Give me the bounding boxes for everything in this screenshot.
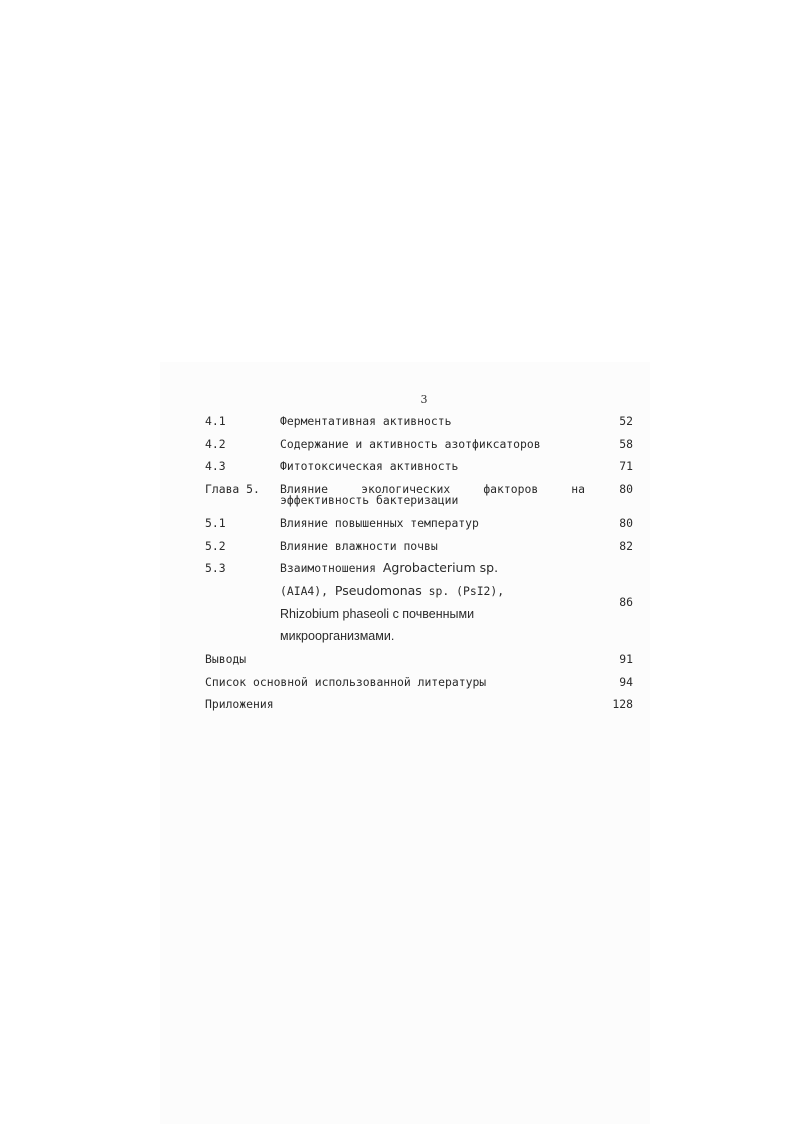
toc-entry-page: 58 [619, 436, 633, 451]
toc-entry-title: Влияние влажности почвы [280, 538, 438, 553]
toc-entry-4-2 [205, 433, 633, 456]
toc-entry-number: Глава 5. [205, 482, 260, 497]
toc-entry-number: 4.2 [205, 436, 226, 451]
toc-entry-number: 4.1 [205, 414, 226, 428]
toc-entry-5-2 [205, 535, 633, 558]
toc-entry-page: 80 [619, 481, 633, 496]
title-text: Взаимотношения [280, 561, 383, 576]
toc-entry-title-line [280, 603, 585, 626]
toc-entry-references [205, 671, 633, 694]
species-name: Pseudomonas [334, 582, 422, 598]
toc-entry-conclusions [205, 648, 633, 671]
toc-entry-title-line [280, 557, 585, 580]
toc-entry-number: 5.2 [205, 538, 226, 553]
toc-entry-title: Ферментативная активность [280, 414, 452, 428]
toc-entry-page: 128 [612, 697, 633, 712]
toc-entry-5-1 [205, 512, 633, 535]
strain-code: sp. (PsI2), [421, 583, 505, 598]
strain-code: (AIA4), [280, 583, 335, 598]
toc-entry-number: 5.1 [205, 515, 226, 530]
toc-entry-page: 52 [619, 414, 633, 428]
toc-entry-chapter-5 [205, 478, 633, 512]
toc-entry-title: Влияние повышенных температур [280, 515, 479, 530]
toc-entry-title: Список основной использованной литературы [205, 674, 487, 689]
toc-entry-appendices [205, 693, 633, 716]
toc-entry-number: 4.3 [205, 459, 226, 474]
species-name: Rhizobium phaseoli [280, 606, 390, 621]
toc-entry-4-1 [205, 410, 633, 433]
toc-entry-title: Фитотоксическая активность [280, 459, 459, 474]
toc-entry-title-line: микроорганизмами. [280, 629, 395, 644]
toc-entry-title: Приложения [205, 697, 274, 712]
toc-entry-title [280, 557, 585, 648]
toc-entry-page: 80 [619, 515, 633, 530]
toc-entry-number: 5.3 [205, 561, 226, 576]
page-number: 3 [420, 393, 428, 406]
table-of-contents [205, 410, 633, 716]
toc-entry-page: 94 [619, 674, 633, 689]
toc-entry-page: 82 [619, 538, 633, 553]
toc-entry-title-line [280, 580, 585, 603]
toc-entry-page: 86 [619, 595, 633, 610]
title-text: с почвенными [389, 606, 475, 621]
toc-entry-page: 91 [619, 652, 633, 667]
species-name: Agrobacterium sp. [382, 560, 499, 576]
toc-entry-title: Содержание и активность азотфиксаторов [280, 436, 541, 451]
toc-entry-page: 71 [619, 459, 633, 474]
toc-entry-title-line: Влияние экологических факторов на [280, 482, 585, 497]
toc-entry-title-line: эффективность бактеризации [280, 492, 459, 507]
toc-entry-title: Выводы [205, 652, 247, 667]
toc-entry-5-3 [205, 557, 633, 648]
